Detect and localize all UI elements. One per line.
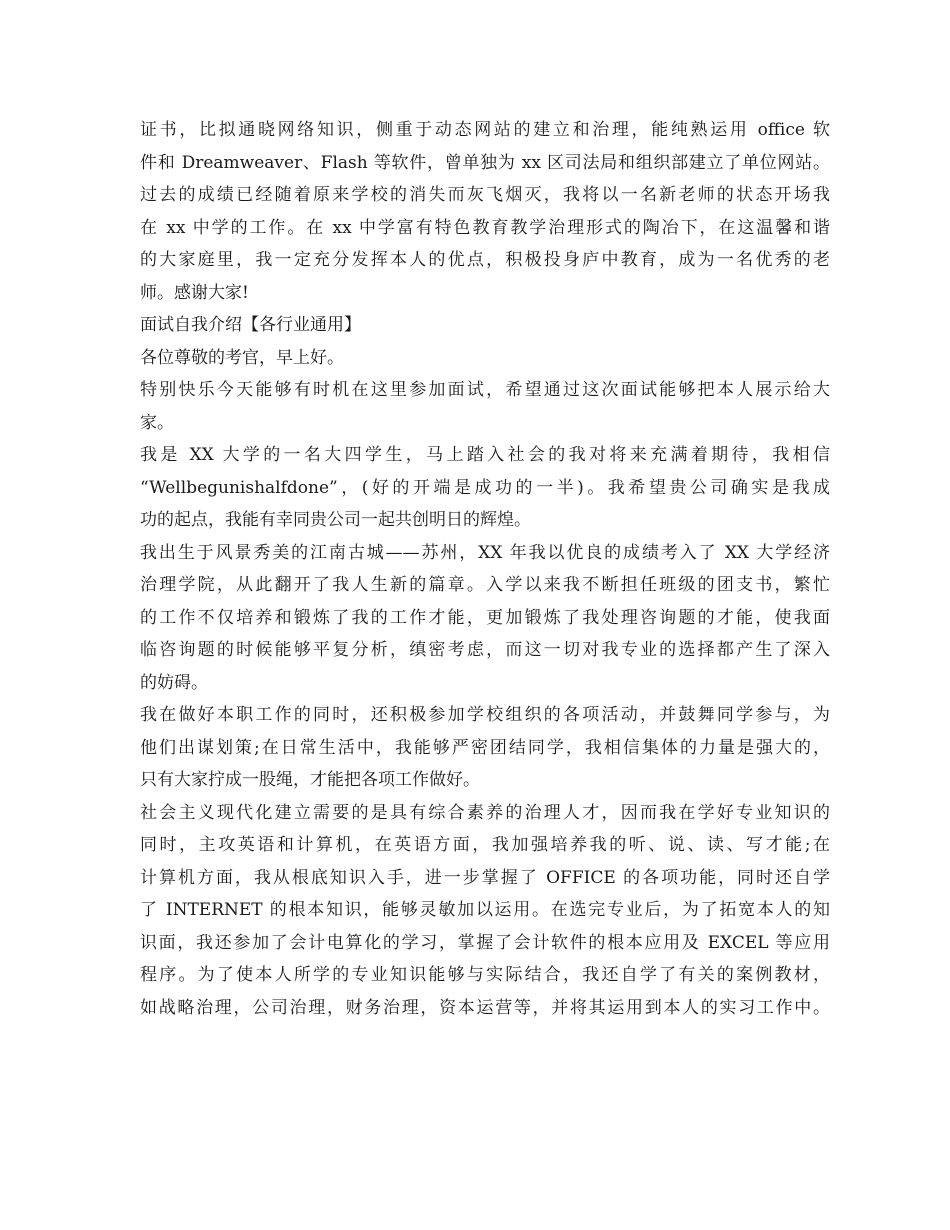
text-line: 师。感谢大家! bbox=[140, 282, 249, 303]
text-line: 证书，比拟通晓网络知识，侧重于动态网站的建立和治理，能纯熟运用 office 软 bbox=[140, 120, 830, 140]
text-line: 过去的成绩已经随着原来学校的消失而灰飞烟灭，我将以一名新老师的状态开场我 bbox=[140, 185, 830, 205]
text-line: “Wellbegunishalfdone”，(好的开端是成功的一半)。我希望贵公司确实是我成 bbox=[140, 477, 830, 498]
text-line: 的工作不仅培养和锻炼了我的工作才能，更加锻炼了我处理咨询题的才能，使我面 bbox=[140, 607, 830, 628]
text-line: 在 xx 中学的工作。在 xx 中学富有特色教育教学治理形式的陶冶下，在这温馨和谐 bbox=[140, 217, 830, 238]
text-line: 件和 Dreamweaver、Flash 等软件，曾单独为 xx 区司法局和组织部建立了单位网站。 bbox=[140, 152, 830, 173]
text-line: 治理学院，从此翻开了我人生新的篇章。入学以来我不断担任班级的团支书，繁忙 bbox=[140, 575, 830, 595]
text-line: 了 INTERNET 的根本知识，能够灵敏加以运用。在选完专业后，为了拓宽本人的知 bbox=[140, 900, 830, 920]
text-line: 的妨碍。 bbox=[140, 672, 208, 693]
text-line: 社会主义现代化建立需要的是具有综合素养的治理人才，因而我在学好专业知识的 bbox=[140, 802, 830, 823]
text-line: 计算机方面，我从根底知识入手，进一步掌握了 OFFICE 的各项功能，同时还自学 bbox=[140, 867, 830, 888]
document-body bbox=[140, 114, 830, 1024]
text-line: 临咨询题的时候能够平复分析，缜密考虑，而这一切对我专业的选择都产生了深入 bbox=[140, 640, 830, 660]
text-line: 同时，主攻英语和计算机，在英语方面，我加强培养我的听、说、读、写才能;在 bbox=[140, 835, 830, 855]
text-line: 只有大家拧成一股绳，才能把各项工作做好。 bbox=[140, 770, 480, 790]
text-line: 各位尊敬的考官，早上好。 bbox=[140, 347, 344, 368]
text-line: 特别快乐今天能够有时机在这里参加面试，希望通过这次面试能够把本人展示给大 bbox=[140, 380, 830, 400]
text-line: 功的起点，我能有幸同贵公司一起共创明日的辉煌。 bbox=[140, 510, 531, 530]
text-line: 我出生于风景秀美的江南古城——苏州，XX 年我以优良的成绩考入了 XX 大学经济 bbox=[140, 542, 830, 563]
text-line: 我在做好本职工作的同时，还积极参加学校组织的各项活动，并鼓舞同学参与，为 bbox=[140, 705, 830, 725]
text-line: 程序。为了使本人所学的专业知识能够与实际结合，我还自学了有关的案例教材， bbox=[140, 965, 830, 985]
text-line: 我是 XX 大学的一名大四学生，马上踏入社会的我对将来充满着期待，我相信 bbox=[140, 445, 830, 465]
text-line: 他们出谋划策;在日常生活中，我能够严密团结同学，我相信集体的力量是强大的， bbox=[140, 737, 830, 758]
text-line: 面试自我介绍【各行业通用】 bbox=[140, 315, 361, 335]
text-line: 识面，我还参加了会计电算化的学习，掌握了会计软件的根本应用及 EXCEL 等应用 bbox=[140, 932, 830, 953]
text-line: 的大家庭里，我一定充分发挥本人的优点，积极投身庐中教育，成为一名优秀的老 bbox=[140, 250, 830, 270]
text-line: 如战略治理，公司治理，财务治理，资本运营等，并将其运用到本人的实习工作中。 bbox=[140, 997, 830, 1018]
text-line: 家。 bbox=[140, 412, 174, 433]
